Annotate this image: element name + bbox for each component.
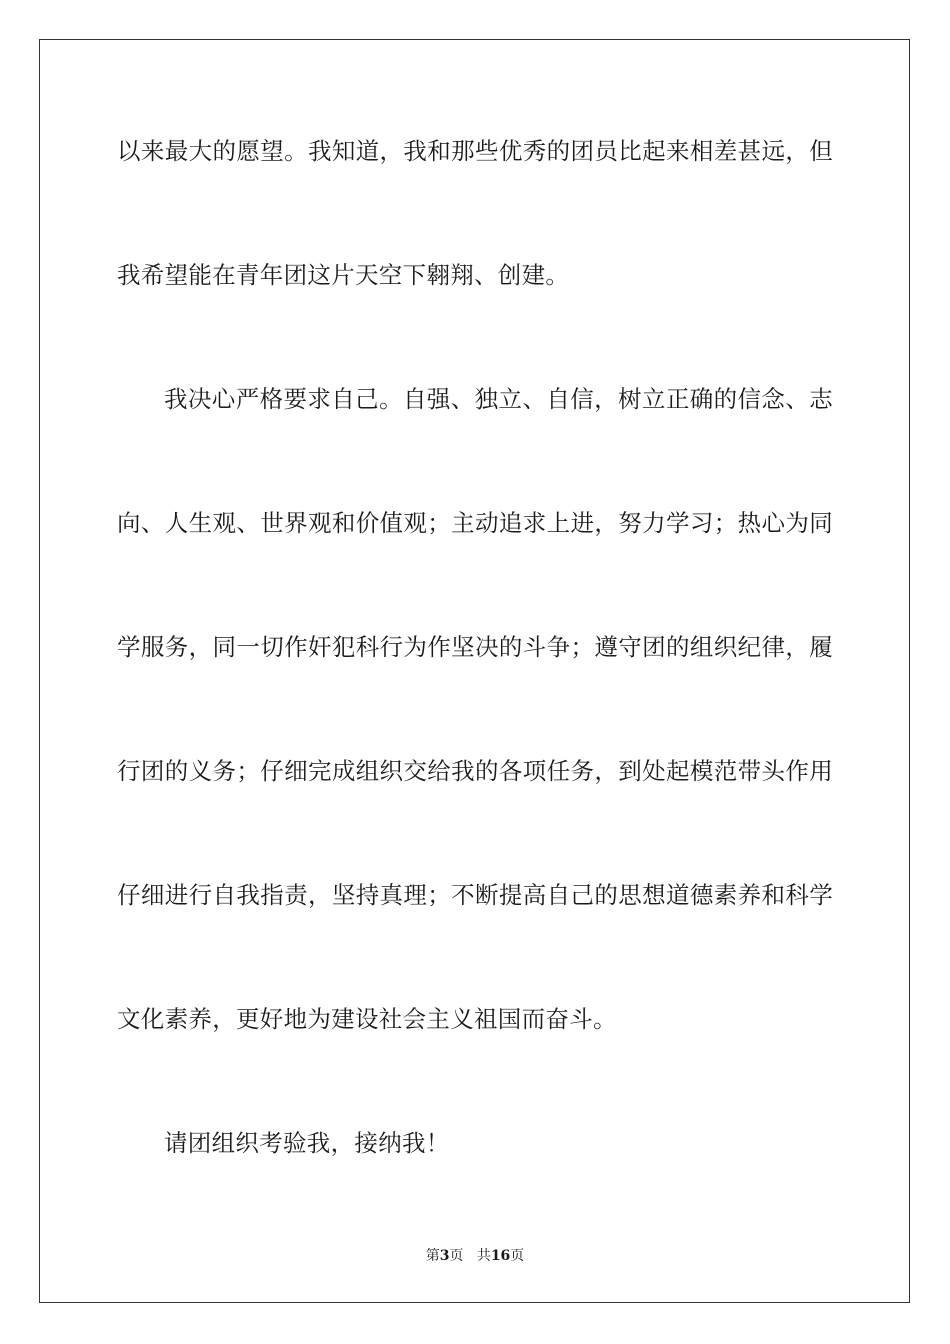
page-number: 3 xyxy=(439,1248,450,1264)
total-suffix: 页 xyxy=(510,1248,525,1264)
text-line-2: 我希望能在青年团这片天空下翱翔、创建。 xyxy=(117,261,570,289)
text-line-8: 文化素养，更好地为建设社会主义祖国而奋斗。 xyxy=(117,1005,617,1033)
paragraph-start-line-3: 我决心严格要求自己。自强、独立、自信，树立正确的信念、志 xyxy=(164,385,833,413)
text-line-5: 学服务，同一切作奸犯科行为作坚决的斗争；遵守团的组织纪律，履 xyxy=(117,633,833,661)
text-line-6: 行团的义务；仔细完成组织交给我的各项任务，到处起模范带头作用 xyxy=(117,757,833,785)
page-prefix: 第 xyxy=(425,1248,440,1264)
total-prefix: 共 xyxy=(476,1248,491,1264)
paragraph-start-line-9: 请团组织考验我，接纳我！ xyxy=(164,1129,450,1157)
text-line-7: 仔细进行自我指责，坚持真理；不断提高自己的思想道德素养和科学 xyxy=(117,881,833,909)
page-footer xyxy=(0,1247,950,1265)
text-line-1: 以来最大的愿望。我知道，我和那些优秀的团员比起来相差甚远，但 xyxy=(117,137,833,165)
page-suffix: 页 xyxy=(449,1248,464,1264)
total-pages: 16 xyxy=(490,1248,511,1264)
page-border xyxy=(39,39,910,1303)
text-line-4: 向、人生观、世界观和价值观；主动追求上进，努力学习；热心为同 xyxy=(117,509,833,537)
